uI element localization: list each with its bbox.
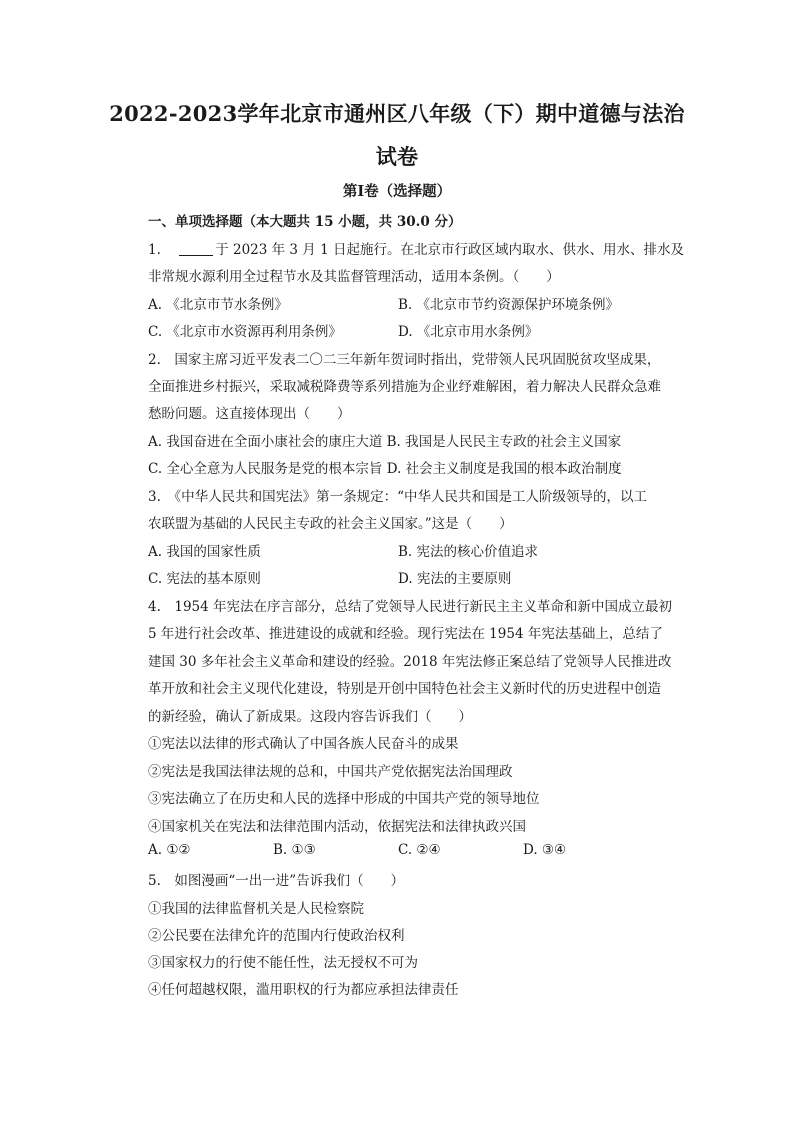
q4-stem-line1: 4. 1954 年宪法在序言部分，总结了党领导人民进行新民主主义革命和新中国成立最初	[148, 599, 673, 615]
q4-option-c: C. ②④	[398, 842, 441, 858]
q2-stem-line3: 愁盼问题。这直接体现出（ ）	[148, 406, 351, 422]
exam-title-line1: 2022-2023学年北京市通州区八年级（下）期中道德与法治	[109, 101, 685, 126]
q1-stem-line1	[148, 238, 684, 258]
q1-option-c: C. 《北京市水资源再利用条例》	[148, 324, 342, 340]
q1-option-a: A. 《北京市节水条例》	[148, 297, 288, 313]
q4-option-a: A. ①②	[148, 842, 191, 858]
q3-option-b: B. 宪法的核心价值追求	[398, 544, 539, 560]
q4-statement-1: ①宪法以法律的形式确认了中国各族人民奋斗的成果	[148, 736, 459, 752]
q5-statement-2: ②公民要在法律允许的范围内行使政治权利	[148, 928, 405, 944]
q4-stem-line4: 革开放和社会主义现代化建设，特别是开创中国特色社会主义新时代的历史进程中创造	[148, 681, 661, 697]
q3-option-c: C. 宪法的基本原则	[148, 571, 261, 587]
q5-statement-4: ④任何超越权限，滥用职权的行为都应承担法律责任	[148, 982, 459, 998]
q2-stem-line1: 2. 国家主席习近平发表二〇二三年新年贺词时指出，党带领人民巩固脱贫攻坚成果，	[148, 352, 661, 368]
volume-heading: 第Ⅰ卷（选择题）	[342, 183, 452, 200]
q1-option-d: D. 《北京市用水条例》	[398, 324, 539, 340]
q1-option-b: B. 《北京市节约资源保护环境条例》	[398, 297, 620, 313]
q5-statement-3: ③国家权力的行使不能任性，法无授权不可为	[148, 955, 418, 971]
q2-options-cd: C. 全心全意为人民服务是党的根本宗旨 D. 社会主义制度是我国的根本政治制度	[148, 461, 622, 477]
q4-option-d: D. ③④	[523, 842, 567, 858]
q2-stem-line2: 全面推进乡村振兴，采取减税降费等系列措施为企业纾难解困，着力解决人民群众急难	[148, 379, 661, 395]
q4-option-b: B. ①③	[273, 842, 316, 858]
q3-stem-line2: 农联盟为基础的人民民主专政的社会主义国家。”这是（ ）	[148, 516, 513, 532]
q5-stem-line1: 5. 如图漫画“一出一进”告诉我们（ ）	[148, 873, 405, 889]
q3-option-d: D. 宪法的主要原则	[398, 571, 512, 587]
q3-option-a: A. 我国的国家性质	[148, 544, 261, 560]
q1-stem-line2: 非常规水源利用全过程节水及其监督管理活动，适用本条例。（ ）	[148, 269, 560, 285]
answer-blank	[179, 241, 213, 256]
q4-statement-2: ②宪法是我国法律法规的总和，中国共产党依据宪法治国理政	[148, 764, 513, 780]
q2-options-ab: A. 我国奋进在全面小康社会的康庄大道 B. 我国是人民民主专政的社会主义国家	[148, 434, 622, 450]
section-heading: 一、单项选择题（本大题共 15 小题，共 30.0 分）	[148, 214, 462, 230]
q5-statement-1: ①我国的法律监督机关是人民检察院	[148, 901, 364, 917]
q4-stem-line5: 的新经验，确认了新成果。这段内容告诉我们（ ）	[148, 709, 472, 725]
q1-number: 1.	[148, 242, 161, 258]
q4-statement-3: ③宪法确立了在历史和人民的选择中形成的中国共产党的领导地位	[148, 791, 540, 807]
exam-title-line2: 试卷	[375, 144, 419, 169]
q4-stem-line3: 建国 30 多年社会主义革命和建设的经验。2018 年宪法修正案总结了党领导人民推进改	[148, 654, 672, 670]
q4-stem-line2: 5 年进行社会改革、推进建设的成就和经验。现行宪法在 1954 年宪法基础上，总结了	[148, 626, 663, 642]
q1-stem-text: 于 2023 年 3 月 1 日起施行。在北京市行政区域内取水、供水、用水、排水及	[215, 242, 684, 258]
q4-statement-4: ④国家机关在宪法和法律范围内活动，依据宪法和法律执政兴国	[148, 819, 526, 835]
q3-stem-line1: 3. 《中华人民共和国宪法》第一条规定：“中华人民共和国是工人阶级领导的，以工	[148, 489, 648, 505]
